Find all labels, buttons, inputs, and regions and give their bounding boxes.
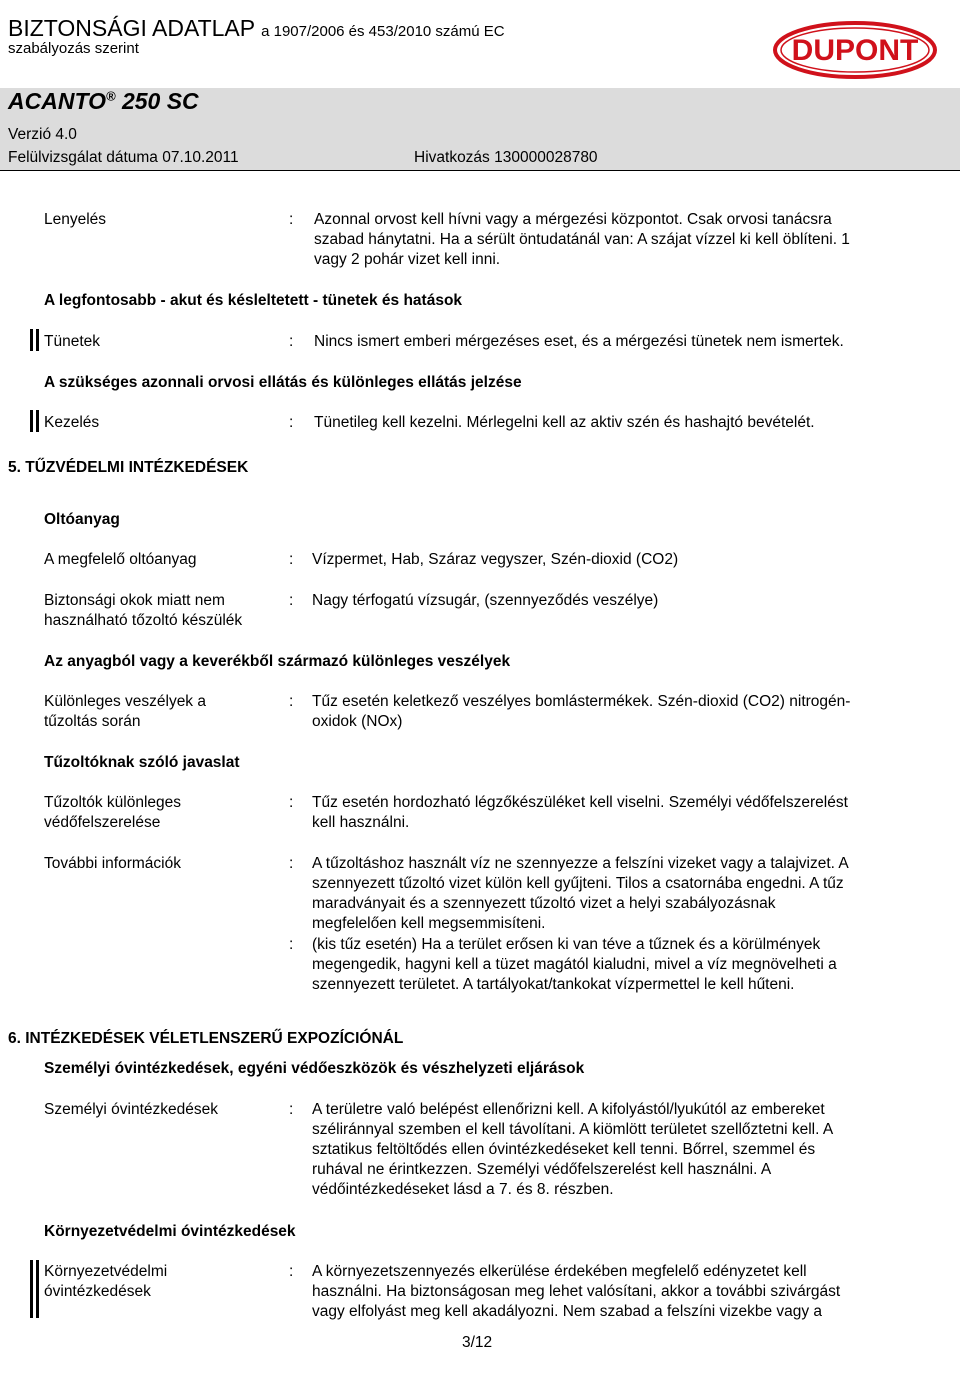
env-precautions-heading: Környezetvédelmi óvintézkedések (44, 1223, 296, 1240)
product-name (8, 88, 199, 115)
header-divider (0, 170, 960, 171)
unsuitable-media-value: Nagy térfogatú vízsugár, (szennyeződés veszélye) (312, 592, 659, 609)
text-line: (kis tűz esetén) Ha a terület erősen ki van téve a tűznek és a körülmények (312, 936, 821, 953)
text-line: ruhával ne érintkezzen. Személyi védőfelszerelést kell használni. A (312, 1161, 772, 1178)
logo-text: DUPONT (791, 34, 919, 67)
colon: : (289, 211, 294, 228)
colon: : (289, 855, 294, 872)
text-line: szennyezett területet. A tartályokat/tankokat vízpermettel le kell hűteni. (312, 976, 795, 993)
text-line: vagy elfolyást meg kell akadályozni. Nem szabad a felszíni vizekbe vagy a (312, 1303, 823, 1320)
registered-mark: ® (105, 88, 116, 104)
version: Verzió 4.0 (8, 126, 77, 143)
colon: : (289, 592, 294, 609)
revision-bar (30, 410, 33, 432)
colon: : (289, 693, 294, 710)
text-line: kell használni. (312, 814, 410, 831)
text-line: védőfelszerelése (44, 814, 161, 831)
further-info-label: További információk (44, 855, 181, 872)
further-info-value-1 (312, 854, 849, 934)
text-line: Tűzoltók különleges (44, 794, 181, 811)
colon: : (289, 936, 294, 953)
dupont-logo (772, 20, 938, 80)
revision-bar (30, 1260, 33, 1318)
further-info-value-2 (312, 935, 837, 995)
colon: : (289, 551, 294, 568)
revision-date: Felülvizsgálat dátuma 07.10.2011 (8, 149, 239, 166)
text-line: megfelelően kell megsemmisíteni. (312, 915, 546, 932)
text-line: maradványait és a szennyezett tűzoltó vizet a helyi szabályozásnak (312, 895, 776, 912)
unsuitable-media-label (44, 591, 242, 631)
reference-number: Hivatkozás 130000028780 (414, 149, 598, 166)
colon: : (289, 1101, 294, 1118)
text-line: Tűz esetén keletkező veszélyes bomlástermékek. Szén-dioxid (CO2) nitrogén- (312, 693, 851, 710)
hazards-value (312, 692, 850, 732)
product-code: 250 SC (121, 88, 199, 114)
section-6-title: 6. INTÉZKEDÉSEK VÉLETLENSZERŰ EXPOZÍCIÓNÁL (8, 1030, 404, 1047)
section-5-title: 5. TŰZVÉDELMI INTÉZKEDÉSEK (8, 459, 249, 476)
ingestion-value (314, 210, 850, 270)
text-line: szennyezett tűzoltó vizet külön kell gyűjteni. Tilos a csatornába engedni. A tűz (312, 875, 844, 892)
title-regulation-2: szabályozás szerint (8, 40, 139, 57)
text-line: A környezetszennyezés elkerülése érdekében megfelelő edényzetet kell (312, 1263, 807, 1280)
text-line: vagy 2 pohár vizet kell inni. (314, 251, 501, 268)
text-line: Biztonsági okok miatt nem (44, 592, 225, 609)
text-line: oxidok (NOx) (312, 713, 403, 730)
revision-bar (36, 329, 39, 351)
env-precautions-label (44, 1262, 167, 1302)
symptoms-label: Tünetek (44, 333, 101, 350)
text-line: használni. Ha biztonságosan meg lehet valósítani, akkor a további szivárgást (312, 1283, 841, 1300)
hazards-heading: Az anyagból vagy a keverékből származó különleges veszélyek (44, 653, 511, 670)
hazards-label (44, 692, 206, 732)
advice-heading: Tűzoltóknak szóló javaslat (44, 754, 240, 771)
product-brand: ACANTO (8, 88, 106, 114)
colon: : (289, 333, 294, 350)
revision-bar (36, 410, 39, 432)
page-number: 3/12 (462, 1334, 493, 1351)
suitable-media-label: A megfelelő oltóanyag (44, 551, 197, 568)
text-line: Tűz esetén hordozható légzőkészüléket kell viselni. Személyi védőfelszerelést (312, 794, 848, 811)
text-line: megengedik, hagyni kell a tüzet magától kialudni, mivel a víz megnövelheti a (312, 956, 837, 973)
text-line: A területre való belépést ellenőrizni kell. A kifolyástól/lyukútól az embereket (312, 1101, 825, 1118)
ingestion-label: Lenyelés (44, 211, 107, 228)
colon: : (289, 414, 294, 431)
treatment-value: Tünetileg kell kezelni. Mérlegelni kell az aktiv szén és hashajtó bevételét. (314, 414, 815, 431)
ppe-label (44, 793, 181, 833)
title-regulation: a 1907/2006 és 453/2010 számú EC (261, 23, 505, 40)
text-line: szabad hánytatni. Ha a sérült öntudatánál van: A szájat vízzel ki kell öblíteni. 1 (314, 231, 850, 248)
text-line: Különleges veszélyek a (44, 693, 206, 710)
symptoms-value: Nincs ismert emberi mérgezéses eset, és a mérgezési tünetek nem ismertek. (314, 333, 844, 350)
text-line: széliránnyal szemben el kell távolítani. A kiömlött területet szellőztetni kell. A (312, 1121, 834, 1138)
text-line: óvintézkedések (44, 1283, 151, 1300)
revision-bar (36, 1260, 39, 1318)
env-precautions-value (312, 1262, 840, 1322)
text-line: sztatikus feltöltődés ellen óvintézkedéseket kell tenni. Bőrrel, szemmel és (312, 1141, 816, 1158)
symptoms-heading: A legfontosabb - akut és késleltetett - tünetek és hatások (44, 292, 463, 309)
revision-bar (30, 329, 33, 351)
text-line: védőintézkedéseket lásd a 7. és 8. részben. (312, 1181, 614, 1198)
text-line: Azonnal orvost kell hívni vagy a mérgezési központot. Csak orvosi tanácsra (314, 211, 832, 228)
title-main: BIZTONSÁGI ADATLAP (8, 15, 255, 41)
media-heading: Oltóanyag (44, 511, 120, 528)
ppe-value (312, 793, 848, 833)
personal-precautions-value (312, 1100, 833, 1200)
colon: : (289, 1263, 294, 1280)
text-line: használható tőzoltó készülék (44, 612, 243, 629)
treatment-label: Kezelés (44, 414, 100, 431)
treatment-heading: A szükséges azonnali orvosi ellátás és különleges ellátás jelzése (44, 374, 522, 391)
text-line: Környezetvédelmi (44, 1263, 168, 1280)
text-line: A tűzoltáshoz használt víz ne szennyezze a felszíni vizeket vagy a talajvizet. A (312, 855, 849, 872)
text-line: tűzoltás során (44, 713, 141, 730)
suitable-media-value: Vízpermet, Hab, Száraz vegyszer, Szén-dioxid (CO2) (312, 551, 679, 568)
personal-precautions-label: Személyi óvintézkedések (44, 1101, 219, 1118)
personal-precautions-heading: Személyi óvintézkedések, egyéni védőeszközök és vészhelyzeti eljárások (44, 1060, 585, 1077)
colon: : (289, 794, 294, 811)
